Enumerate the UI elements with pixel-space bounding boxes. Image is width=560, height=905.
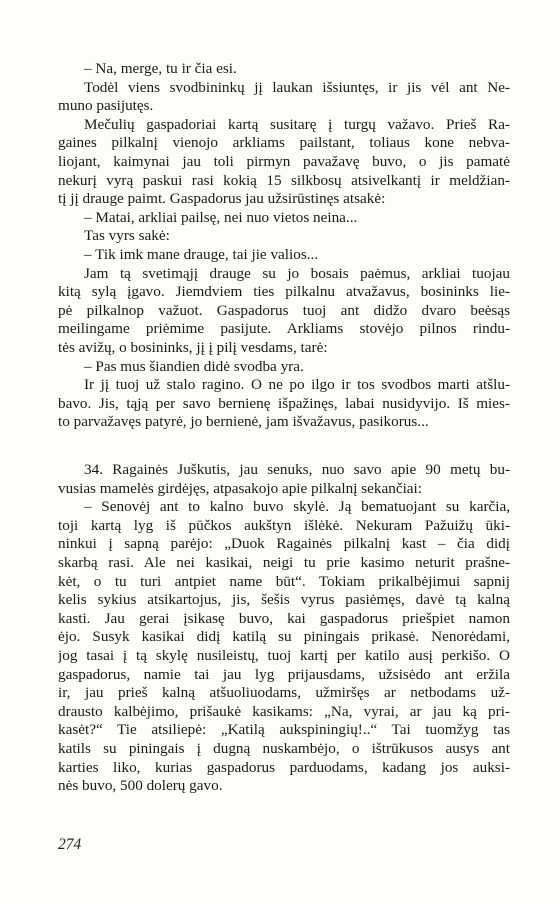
text-line: kasėt?“ Tie atsiliepė: „Katilą aukspiningių!..“ Tai tuomžyg tas: [58, 721, 510, 739]
text-line: Todėl viens svodbininkų jį laukan išsiuntęs, ir jis vėl ant Ne-: [84, 78, 510, 96]
text-line: kelis sykius atsikartojus, jis, šešis vyrus pasiėmęs, davė tą kalną: [58, 591, 510, 609]
text-line: ėjo. Susyk kasikai didį katilą su piningais prikasė. Nenorėdami,: [58, 628, 510, 646]
text-line: pė pilkalnop važuot. Gaspadorus tuoj ant didžo dvaro beėsąs: [58, 301, 510, 319]
text-line: gaspadorus, namie tai jau lyg prijausdams, užsisėdo ant eržila: [58, 665, 510, 683]
page-number: 274: [58, 836, 82, 853]
text-line: tės avižų, o bosininks, jį į pilį vesdams, tarė:: [58, 338, 328, 356]
text-line: ninkui į sapną parėjo: „Duok Ragainės pilkalnį kast – čia didį: [58, 535, 510, 553]
text-line: nekurį vyrą paskui rasi kokią 15 silkbosų atsivelkantį ir meldžian-: [58, 171, 510, 189]
text-line: meilingame priėmime pasijute. Arkliams stovėjo pilnos rindu-: [58, 320, 510, 338]
text-line: – Tik imk mane drauge, tai jie valios...: [84, 245, 319, 263]
text-line: kitą sylą įgavo. Jiemdviem ties pilkalnu atvažavus, bosininks lie-: [58, 283, 510, 301]
text-line: Jam tą svetimąjį drauge su jo bosais paėmus, arkliai tuojau: [84, 264, 510, 282]
text-line: 34. Ragainės Juškutis, jau senuks, nuo savo apie 90 metų bu-: [84, 461, 510, 478]
text-line: to parvažavęs patyrė, jo bernienė, jam išvažavus, pasikorus...: [58, 413, 429, 431]
text-line: – Senovėj ant to kalno buvo skylė. Ją bematuojant su karčia,: [84, 498, 510, 516]
text-line: – Na, merge, tu ir čia esi.: [84, 60, 237, 77]
text-line: kėt, o tu turi antpiet name būt“. Tokiam prikalbėjimui sapnij: [58, 572, 510, 590]
text-line: ir, jau prieš kalną atšuoliuodams, užmiršęs ar netbodams už-: [58, 684, 510, 702]
text-line: Ir jį tuoj už stalo ragino. O ne po ilgo ir tos svodbos marti atšlu-: [84, 376, 510, 394]
text-line: gaines pilkalnį vienojo arkliams pailstant, toliaus kone nebva-: [58, 134, 510, 152]
text-line: jog tasai į tą skylę nusileistų, tuoj kartį per katilo ausį perkišo. O: [58, 646, 510, 664]
text-block-bottom: [58, 461, 510, 796]
text-line: – Pas mus šiandien didė svodba yra.: [84, 357, 304, 375]
text-line: drausto kalbėjimo, prišaukė kasikams: „Na, vyrai, ar jau ką pri-: [58, 702, 510, 720]
text-line: muno pasijutęs.: [58, 97, 154, 115]
text-line: Tas vyrs sakė:: [84, 227, 170, 245]
text-line: vusias mamelės girdėjęs, atpasakojo apie pilkalnį sekančiai:: [58, 479, 422, 497]
text-block-top: [58, 60, 510, 432]
text-line: tį jį drauge paimt. Gaspadorus jau užsirūstinęs atsakė:: [58, 190, 386, 208]
text-line: toji kartą lyg iš pūčkos aukštyn išlėkė. Nekuram Pažuižų ūki-: [58, 516, 510, 534]
text-line: karties liko, kurias gaspadorus parduodams, kadang jos auksi-: [58, 758, 510, 776]
text-line: katils su piningais į dugną nuskambėjo, o ištrūkusos ausys ant: [58, 739, 510, 757]
text-line: skarbą rasi. Ale nei kasikai, neigi tu prie kasimo neturit prašne-: [58, 553, 510, 571]
text-line: bavo. Jis, tąją per savo bernienę išpažinęs, labai nusidyvijo. Iš mies-: [58, 394, 510, 412]
text-line: – Matai, arkliai pailsę, nei nuo vietos neina...: [84, 208, 358, 226]
text-line: liojant, kaimynai jau toli pirmyn pavažavę buvo, o jis pamatė: [58, 152, 510, 170]
text-line: kasti. Jau gerai įsikasę buvo, kai gaspadorus priešpiet namon: [58, 609, 510, 627]
text-line: nės buvo, 500 dolerų gavo.: [58, 777, 223, 795]
text-line: Mečulių gaspadoriai kartą susitarę į turgų važavo. Prieš Ra-: [84, 115, 510, 133]
